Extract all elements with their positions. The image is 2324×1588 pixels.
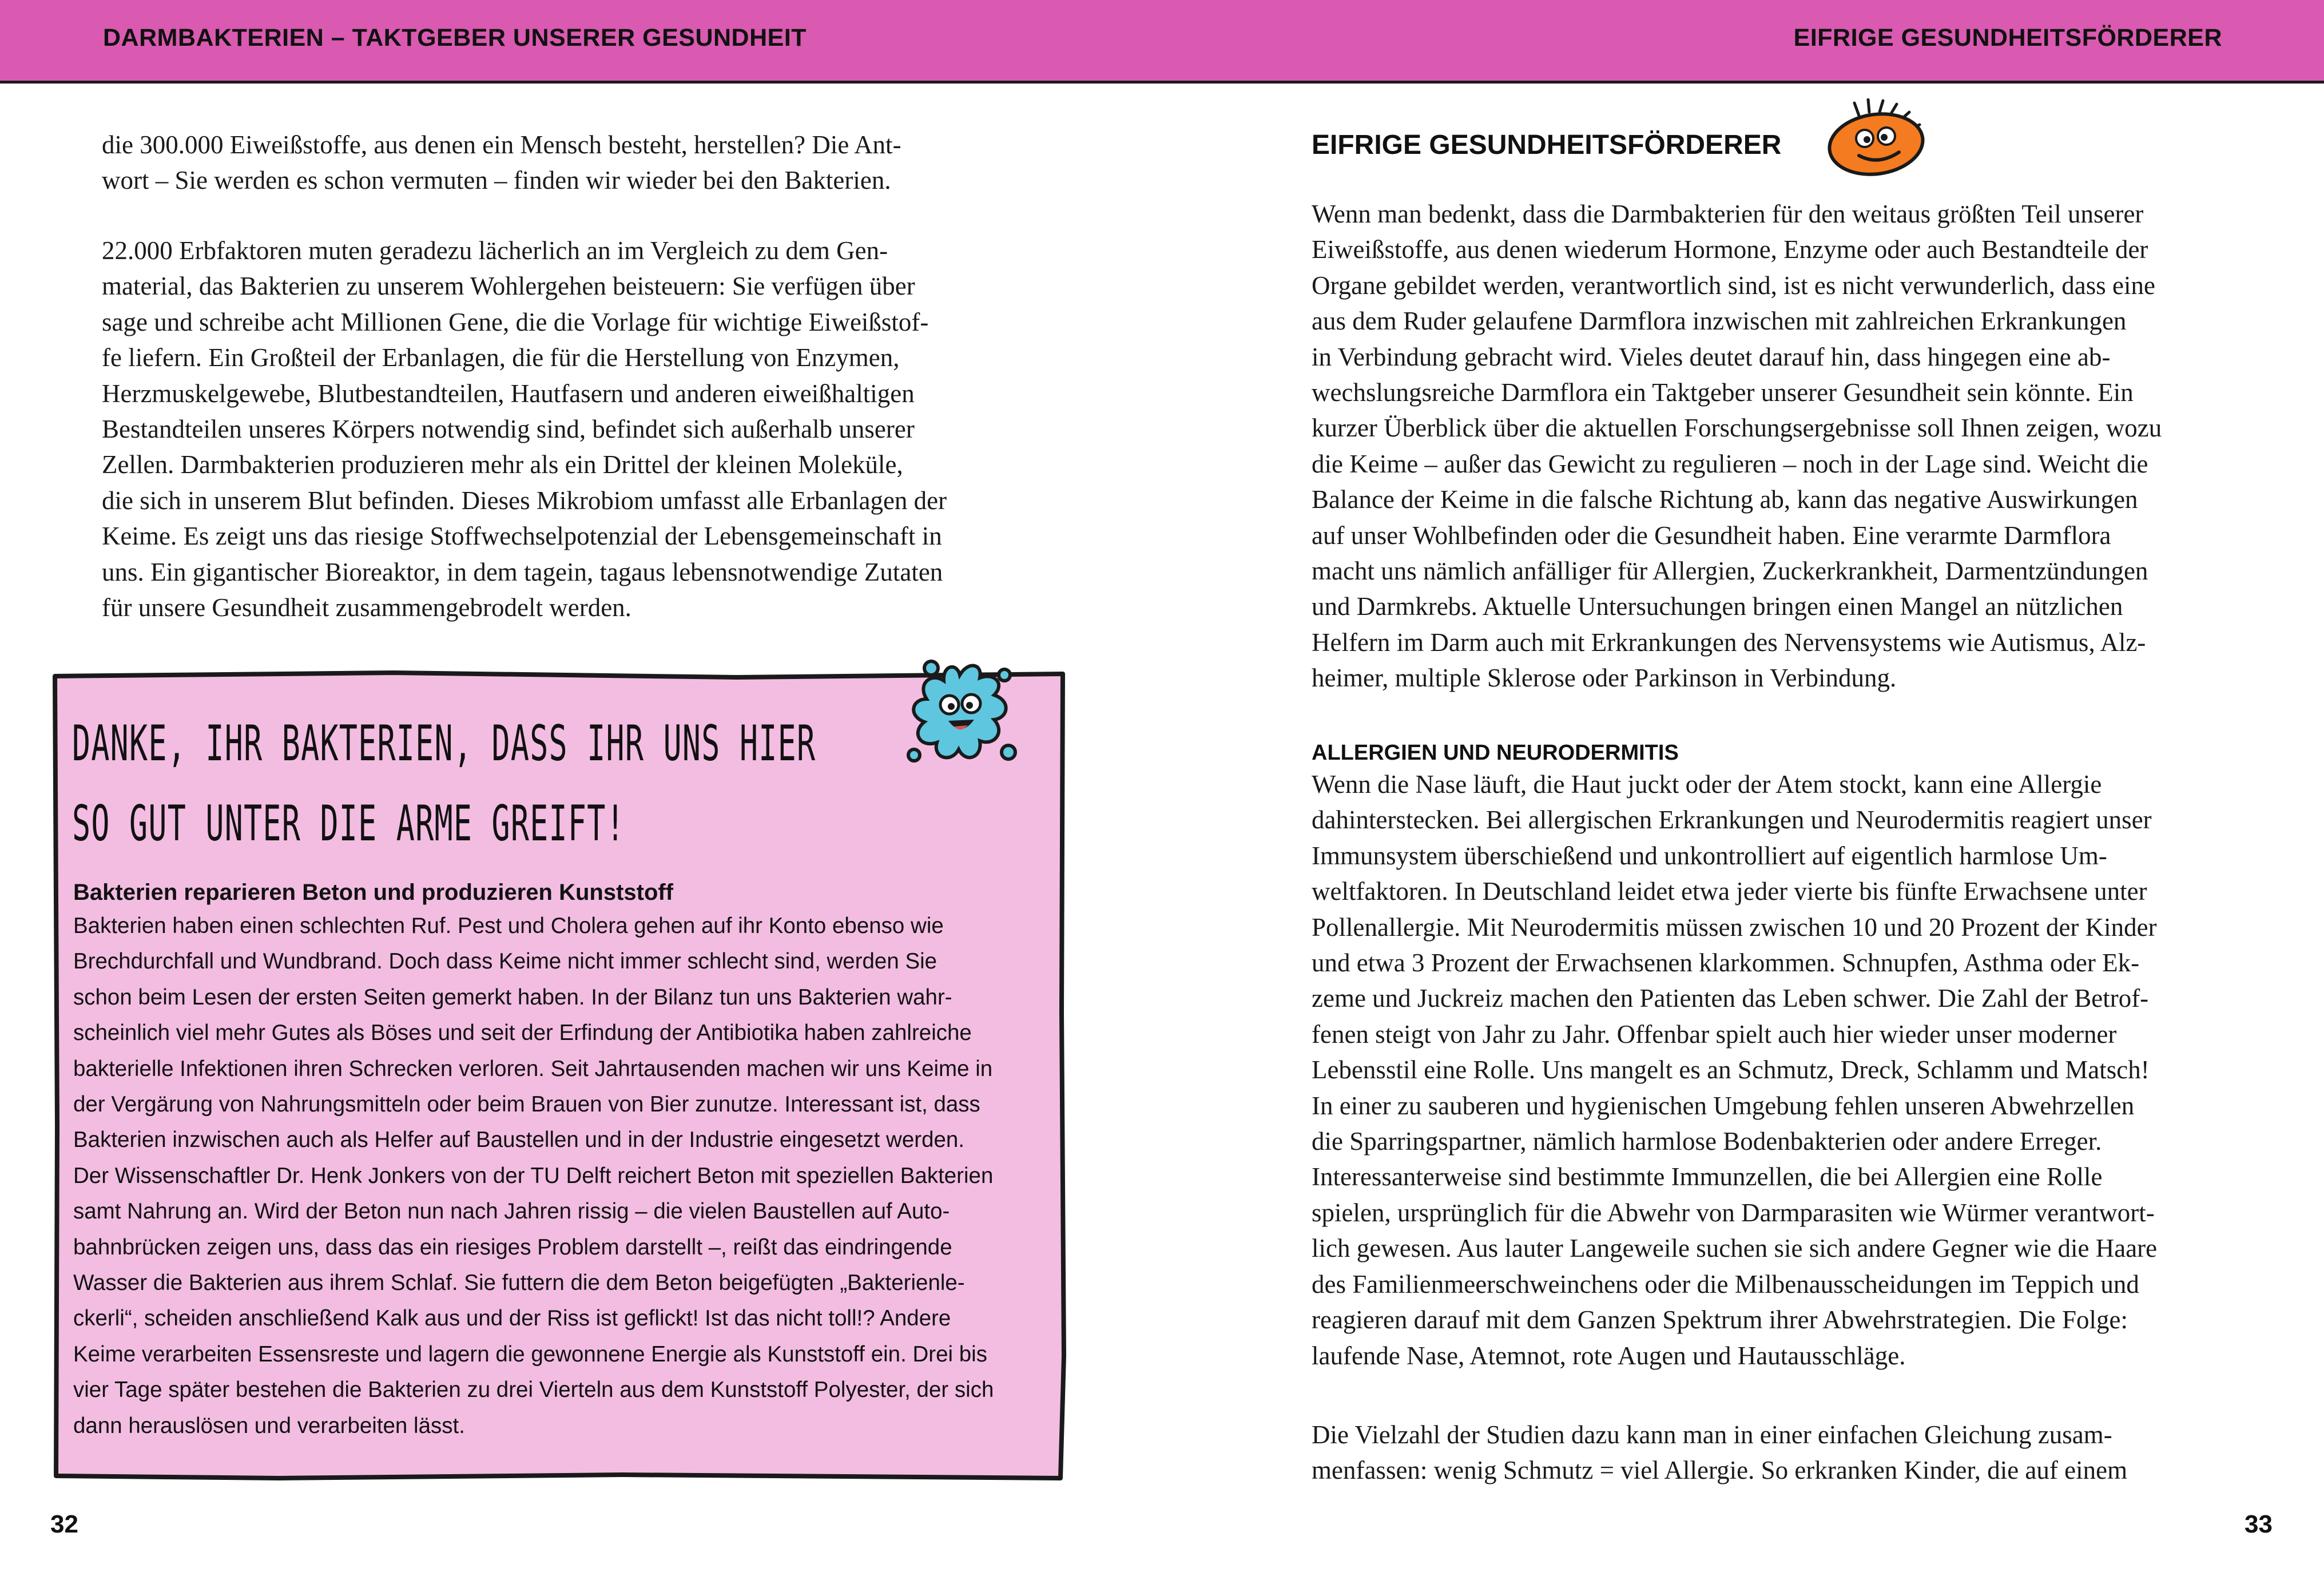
text-line: Keime. Es zeigt uns das riesige Stoffwechselpotenzial der Lebensgemeinschaft in: [102, 522, 942, 551]
text-line: Helfern im Darm auch mit Erkrankungen des Nervensystems wie Autismus, Alz-: [1312, 628, 2146, 657]
text-line: In einer zu sauberen und hygienischen Umgebung fehlen unseren Abwehrzellen: [1312, 1091, 2135, 1120]
text-line: scheinlich viel mehr Gutes als Böses und seit der Erfindung der Antibiotika haben zahlreiche: [73, 1021, 972, 1046]
text-line: Interessanterweise sind bestimmte Immunzellen, die bei Allergien eine Rolle: [1312, 1162, 2103, 1192]
text-line: auf unser Wohlbefinden oder die Gesundheit haben. Eine verarmte Darmflora: [1312, 521, 2111, 550]
subheading: ALLERGIEN UND NEURODERMITIS: [1312, 741, 1679, 765]
text-line: zeme und Juckreiz machen den Patienten das Leben schwer. Die Zahl der Betrof-: [1312, 984, 2149, 1013]
text-line: 22.000 Erbfaktoren muten geradezu lächerlich an im Vergleich zu dem Gen-: [102, 236, 888, 265]
right-paragraph-3: [1312, 1417, 2187, 1488]
box-title-line: SO GUT UNTER DIE ARME GREIFT!: [72, 795, 625, 852]
info-box: [50, 669, 1068, 1482]
text-line: des Familienmeerschweinchens oder die Milbenausscheidungen im Teppich und: [1312, 1269, 2139, 1299]
text-line: Bakterien inzwischen auch als Helfer auf Baustellen und in der Industrie eingesetzt werden.: [73, 1128, 965, 1153]
text-line: Bakterien haben einen schlechten Ruf. Pest und Cholera gehen auf ihr Konto ebenso wie: [73, 914, 944, 938]
text-line: wort – Sie werden es schon vermuten – finden wir wieder bei den Bakterien.: [102, 166, 891, 195]
text-line: und etwa 3 Prozent der Erwachsenen klarkommen. Schnupfen, Asthma oder Ek-: [1312, 948, 2140, 978]
text-line: Organe gebildet werden, verantwortlich sind, ist es nicht verwunderlich, dass eine: [1312, 271, 2155, 300]
text-line: Die Vielzahl der Studien dazu kann man in einer einfachen Gleichung zusam-: [1312, 1420, 2112, 1449]
text-line: ckerli“, scheiden anschließend Kalk aus und der Riss ist geflickt! Ist das nicht toll!? Andere: [73, 1306, 951, 1331]
text-line: Wasser die Bakterien aus ihrem Schlaf. Sie futtern die dem Beton beigefügten „Bakterienle-: [73, 1271, 965, 1296]
left-paragraph-1: [102, 127, 1000, 199]
text-line: in Verbindung gebracht wird. Vieles deutet darauf hin, dass hingegen eine ab-: [1312, 342, 2111, 371]
text-line: material, das Bakterien zu unserem Wohlergehen beisteuern: Sie verfügen über: [102, 272, 915, 301]
text-line: die Keime – außer das Gewicht zu regulieren – noch in der Lage sind. Weicht die: [1312, 449, 2148, 478]
text-line: spielen, ursprünglich für die Abwehr von Darmparasiten wie Würmer verantwort-: [1312, 1198, 2155, 1227]
text-line: sage und schreibe acht Millionen Gene, die die Vorlage für wichtige Eiweißstof-: [102, 307, 929, 336]
text-line: reagieren darauf mit dem Ganzen Spektrum ihrer Abwehrstrategien. Die Folge:: [1312, 1305, 2128, 1335]
header-band: [0, 0, 2324, 84]
text-line: fenen steigt von Jahr zu Jahr. Offenbar spielt auch hier wieder unser moderner: [1312, 1019, 2117, 1049]
text-line: Wenn man bedenkt, dass die Darmbakterien für den weitaus größten Teil unserer: [1312, 200, 2144, 228]
text-line: schon beim Lesen der ersten Seiten gemerkt haben. In der Bilanz tun uns Bakterien wahr-: [73, 984, 952, 1010]
text-line: die 300.000 Eiweißstoffe, aus denen ein Mensch besteht, herstellen? Die Ant-: [102, 130, 901, 159]
box-title: [72, 704, 816, 864]
text-line: Der Wissenschaftler Dr. Henk Jonkers von der TU Delft reichert Beton mit speziellen Bakterien: [73, 1163, 994, 1188]
text-line: und Darmkrebs. Aktuelle Untersuchungen bringen einen Mangel an nützlichen: [1312, 592, 2123, 621]
text-line: die Sparringspartner, nämlich harmlose Bodenbakterien oder andere Erreger.: [1312, 1127, 2102, 1156]
text-line: der Vergärung von Nahrungsmitteln oder beim Brauen von Bier zunutze. Interessant ist, dass: [73, 1092, 980, 1117]
text-line: Herzmuskelgewebe, Blutbestandteilen, Hautfasern und anderen eiweißhaltigen: [102, 379, 915, 408]
text-line: weltfaktoren. In Deutschland leidet etwa jeder vierte bis fünfte Erwachsene unter: [1312, 877, 2147, 906]
section-title: EIFRIGE GESUNDHEITSFÖRDERER: [1312, 130, 1782, 160]
text-line: für unsere Gesundheit zusammengebrodelt werden.: [102, 593, 631, 622]
left-paragraph-2: [102, 233, 1000, 625]
text-line: wechslungsreiche Darmflora ein Taktgeber unserer Gesundheit sein könnte. Ein: [1312, 378, 2134, 407]
text-line: bakterielle Infektionen ihren Schrecken verloren. Seit Jahrtausenden machen wir uns Keime in: [73, 1056, 993, 1081]
text-line: Balance der Keime in die falsche Richtung ab, kann das negative Auswirkungen: [1312, 485, 2138, 514]
page-number-left: 32: [50, 1510, 78, 1538]
text-line: kurzer Überblick über die aktuellen Forschungsergebnisse soll Ihnen zeigen, wozu: [1312, 414, 2162, 443]
text-line: bahnbrücken zeigen uns, dass das ein riesiges Problem darstellt –, reißt das eindringende: [73, 1234, 952, 1260]
running-head-right: EIFRIGE GESUNDHEITSFÖRDERER: [1793, 24, 2222, 51]
text-line: Wenn die Nase läuft, die Haut juckt oder der Atem stockt, kann eine Allergie: [1312, 770, 2102, 799]
page-number-right: 33: [2244, 1510, 2273, 1538]
text-line: macht uns nämlich anfälliger für Allergien, Zuckerkrankheit, Darmentzündungen: [1312, 557, 2148, 586]
text-line: Lebensstil eine Rolle. Uns mangelt es an Schmutz, Dreck, Schlamm und Matsch!: [1312, 1055, 2150, 1085]
text-line: Pollenallergie. Mit Neurodermitis müssen zwischen 10 und 20 Prozent der Kinder: [1312, 912, 2157, 942]
text-line: lich gewesen. Aus lauter Langeweile suchen sie sich andere Gegner wie die Haare: [1312, 1234, 2158, 1263]
blue-bacterium-icon: [897, 652, 1023, 778]
text-line: Bestandteilen unseres Körpers notwendig sind, befindet sich außerhalb unserer: [102, 415, 915, 444]
text-line: samt Nahrung an. Wird der Beton nun nach Jahren rissig – die vielen Baustellen auf Auto-: [73, 1199, 950, 1224]
text-line: Keime verarbeiten Essensreste und lagern die gewonnene Energie als Kunststoff ein. Drei bis: [73, 1341, 987, 1367]
text-line: dahinterstecken. Bei allergischen Erkrankungen und Neurodermitis reagiert unser: [1312, 805, 2152, 835]
text-line: uns. Ein gigantischer Bioreaktor, in dem tagein, tagaus lebensnotwendige Zutaten: [102, 557, 943, 586]
right-paragraph-2: [1312, 767, 2187, 1373]
text-line: menfassen: wenig Schmutz = viel Allergie. So erkranken Kinder, die auf einem: [1312, 1456, 2128, 1485]
text-line: vier Tage später bestehen die Bakterien zu drei Vierteln aus dem Kunststoff Polyester, der sich: [73, 1377, 994, 1403]
text-line: aus dem Ruder gelaufene Darmflora inzwischen mit zahlreichen Erkrankungen: [1312, 307, 2127, 336]
text-line: fe liefern. Ein Großteil der Erbanlagen, die für die Herstellung von Enzymen,: [102, 343, 900, 372]
text-line: heimer, multiple Sklerose oder Parkinson in Verbindung.: [1312, 664, 1897, 693]
box-title-line: DANKE, IHR BAKTERIEN, DASS IHR UNS HIER: [72, 715, 816, 772]
text-line: Immunsystem überschießend und unkontrolliert auf eigentlich harmlose Um-: [1312, 841, 2107, 870]
text-line: laufende Nase, Atemnot, rote Augen und Hautausschläge.: [1312, 1341, 1906, 1370]
text-line: Eiweißstoffe, aus denen wiederum Hormone, Enzyme oder auch Bestandteile der: [1312, 235, 2148, 264]
orange-bacterium-icon: [1819, 98, 1933, 178]
right-paragraph-1: [1312, 196, 2187, 696]
box-body: [73, 908, 1057, 1444]
box-heading: Bakterien reparieren Beton und produzieren Kunststoff: [73, 880, 674, 905]
running-head-left: DARMBAKTERIEN – TAKTGEBER UNSERER GESUNDHEIT: [103, 24, 807, 51]
text-line: Brechdurchfall und Wundbrand. Doch dass Keime nicht immer schlecht sind, werden Sie: [73, 949, 937, 974]
text-line: Zellen. Darmbakterien produzieren mehr als ein Drittel der kleinen Moleküle,: [102, 450, 903, 479]
text-line: dann herauslösen und verarbeiten lässt.: [73, 1413, 465, 1438]
text-line: die sich in unserem Blut befinden. Dieses Mikrobiom umfasst alle Erbanlagen der: [102, 486, 947, 515]
